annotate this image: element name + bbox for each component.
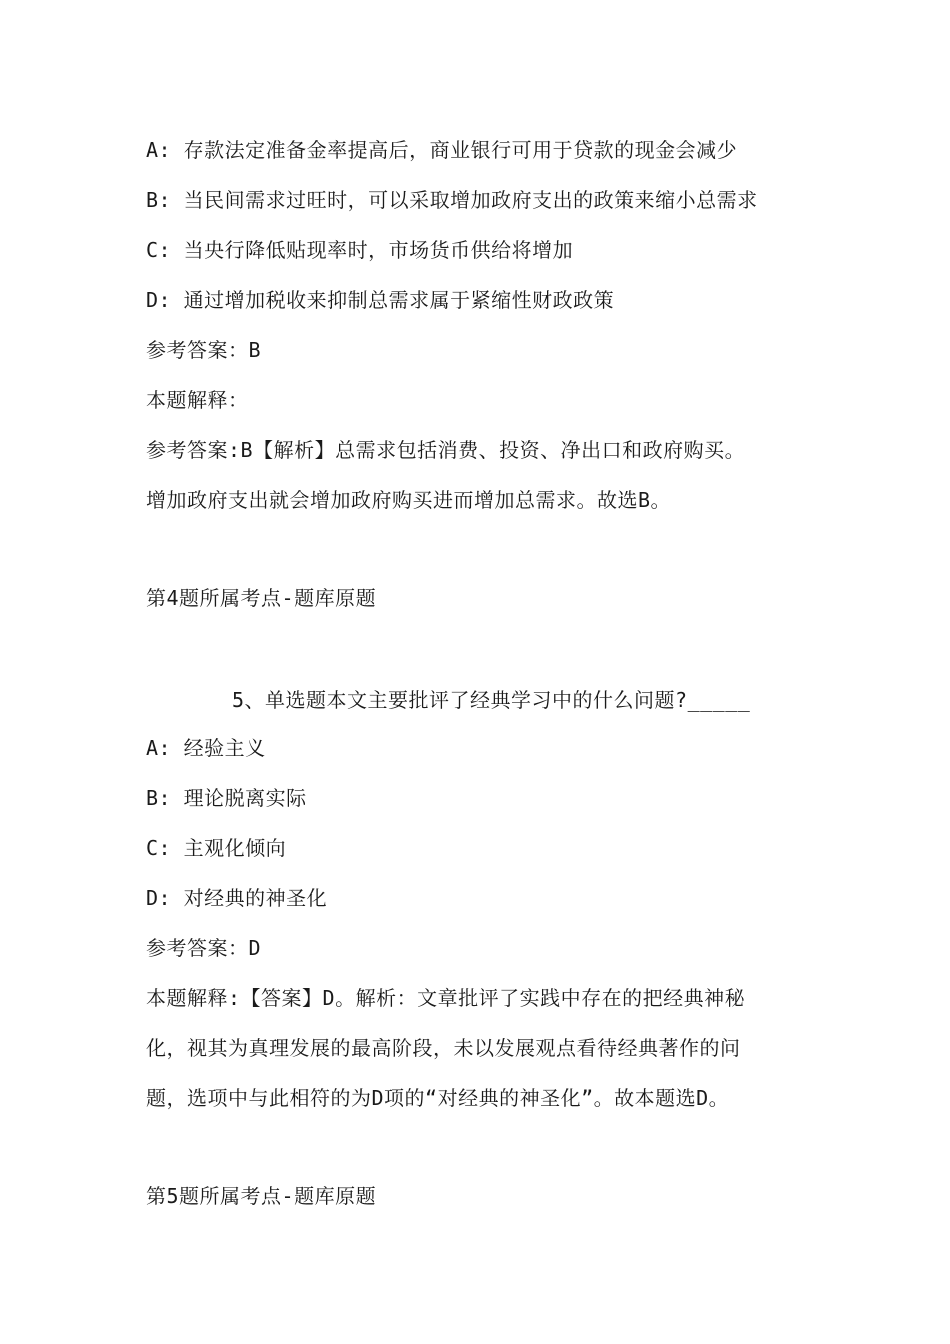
q4-option-c: C: 当央行降低贴现率时，市场货币供给将增加 [146, 238, 574, 262]
q4-option-d: D: 通过增加税收来抑制总需求属于紧缩性财政政策 [146, 288, 615, 312]
q5-explanation-line-2: 化，视其为真理发展的最高阶段，未以发展观点看待经典著作的问 [146, 1036, 741, 1060]
q4-option-a: A: 存款法定准备金率提高后，商业银行可用于贷款的现金会减少 [146, 138, 738, 162]
q5-option-d: D: 对经典的神圣化 [146, 886, 328, 910]
q4-explanation-label: 本题解释： [146, 388, 249, 412]
q5-option-c: C: 主观化倾向 [146, 836, 287, 860]
q4-explanation-line-1: 参考答案:B【解析】总需求包括消费、投资、净出口和政府购买。 [146, 438, 746, 462]
q5-option-b: B: 理论脱离实际 [146, 786, 307, 810]
q4-topic: 第4题所属考点-题库原题 [146, 586, 377, 610]
q4-answer: 参考答案：B [146, 338, 262, 362]
q5-title: 5、单选题本文主要批评了经典学习中的什么问题?_____ [232, 688, 751, 712]
q5-answer: 参考答案：D [146, 936, 262, 960]
q5-topic: 第5题所属考点-题库原题 [146, 1184, 377, 1208]
q4-option-b: B: 当民间需求过旺时，可以采取增加政府支出的政策来缩小总需求 [146, 188, 758, 212]
q4-explanation-line-2: 增加政府支出就会增加政府购买进而增加总需求。故选B。 [146, 488, 672, 512]
q5-explanation-line-1: 本题解释:【答案】D。解析：文章批评了实践中存在的把经典神秘 [146, 986, 746, 1010]
q5-explanation-line-3: 题，选项中与此相符的为D项的“对经典的神圣化”。故本题选D。 [146, 1086, 730, 1110]
q5-option-a: A: 经验主义 [146, 736, 266, 760]
